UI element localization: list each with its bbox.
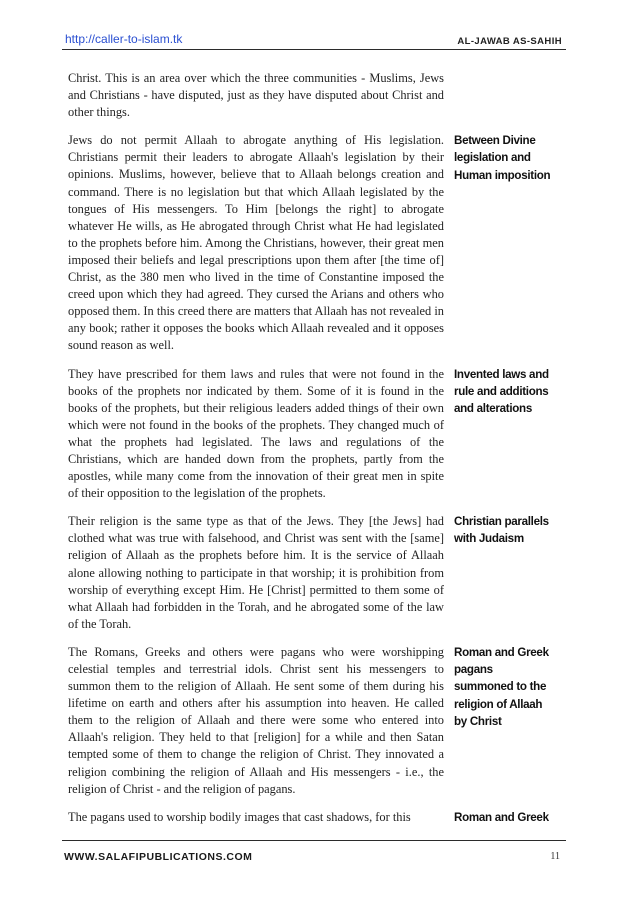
book-title: AL-JAWAB AS-SAHIH (457, 36, 562, 47)
section-row (68, 132, 554, 354)
footer-website: WWW.SALAFIPUBLICATIONS.COM (64, 851, 253, 863)
page-footer (62, 840, 566, 863)
page-number: 11 (550, 851, 560, 862)
paragraph: The pagans used to worship bodily images that cast shadows, for this (68, 809, 411, 824)
paragraph: They have prescribed for them laws and rules that were not found in the books of the prophets nor indicated by them. Some of it is found in the books of the prophets, but their religious leaders added things of their own which were not found in the books of the prophets. They changed much of what the prophets had legislated. The laws and regulations of the Christians, which are handed down from the prophets, partly from the apostles, while many come from the innovation of their great men in spite of their opposition to the legislation of the prophets. (68, 366, 444, 501)
page-header (62, 29, 566, 50)
margin-heading: Roman and Greek (454, 810, 549, 824)
site-url-link[interactable]: http://caller-to-islam.tk (65, 32, 183, 46)
section-row (68, 513, 554, 633)
paragraph: Christ. This is an area over which the three communities - Muslims, Jews and Christians - have disputed, just as they have disputed about Christ and other things. (68, 71, 444, 120)
margin-heading: Christian parallels with Judaism (454, 515, 549, 546)
section-row (68, 809, 554, 826)
margin-heading (454, 70, 554, 121)
margin-heading: Between Divine legislation and Human imposition (454, 134, 551, 182)
margin-heading: Roman and Greek pagans summoned to the religion of Allaah by Christ (454, 645, 549, 728)
page-content (68, 70, 554, 837)
paragraph: The Romans, Greeks and others were pagans who were worshipping celestial temples and terrestrial idols. Christ sent his messengers to summon them to the religion of Allaah. He sent some of them during his lifetime on earth and others after his assumption into heaven. He called them to the religion of Allaah and there were some who entered into Allaah's religion. They held to that [religion] for a while and then Satan tempted some of them to change the religion of Christ. They innovated a religion combining the religion of Allaah and His messengers - i.e., the religion of Christ - and the religion of pagans. (68, 644, 444, 796)
paragraph: Their religion is the same type as that of the Jews. They [the Jews] had clothed what was true with falsehood, and Christ was sent with the [same] religion of Allaah as the prophets before him. It is the service of Allaah alone allowing nothing to participate in that worship; it is prohibition from worship of everything except Him. He [Christ] permitted to them some of what Allaah had forbidden in the Torah, and he abrogated some of the law of the Torah. (68, 514, 444, 631)
margin-heading: Invented laws and rule and additions and alterations (454, 367, 549, 415)
paragraph: Jews do not permit Allaah to abrogate anything of His legislation. Christians permit their leaders to abrogate Allaah's legislation by their opinions. Muslims, however, believe that to Allaah belongs creation and command. There is no legislation but that which Allaah legislated by the tongues of His messengers. To Him [belongs the right] to abrogate whatever He wills, as He abrogated through Christ what He had legislated to the prophets before him. Among the Christians, however, their great men imposed their beliefs and legal prescriptions upon them after [the time of] Christ, as the 380 men who lived in the time of Constantine imposed the creed upon which they had agreed. They cursed the Arians and others who opposed them. In this creed there are matters that Allaah has not revealed in any book; rather it opposes the books which Allaah revealed and it opposes sound reason as well. (68, 133, 444, 353)
section-row (68, 70, 554, 121)
section-row (68, 366, 554, 503)
section-row (68, 644, 554, 798)
